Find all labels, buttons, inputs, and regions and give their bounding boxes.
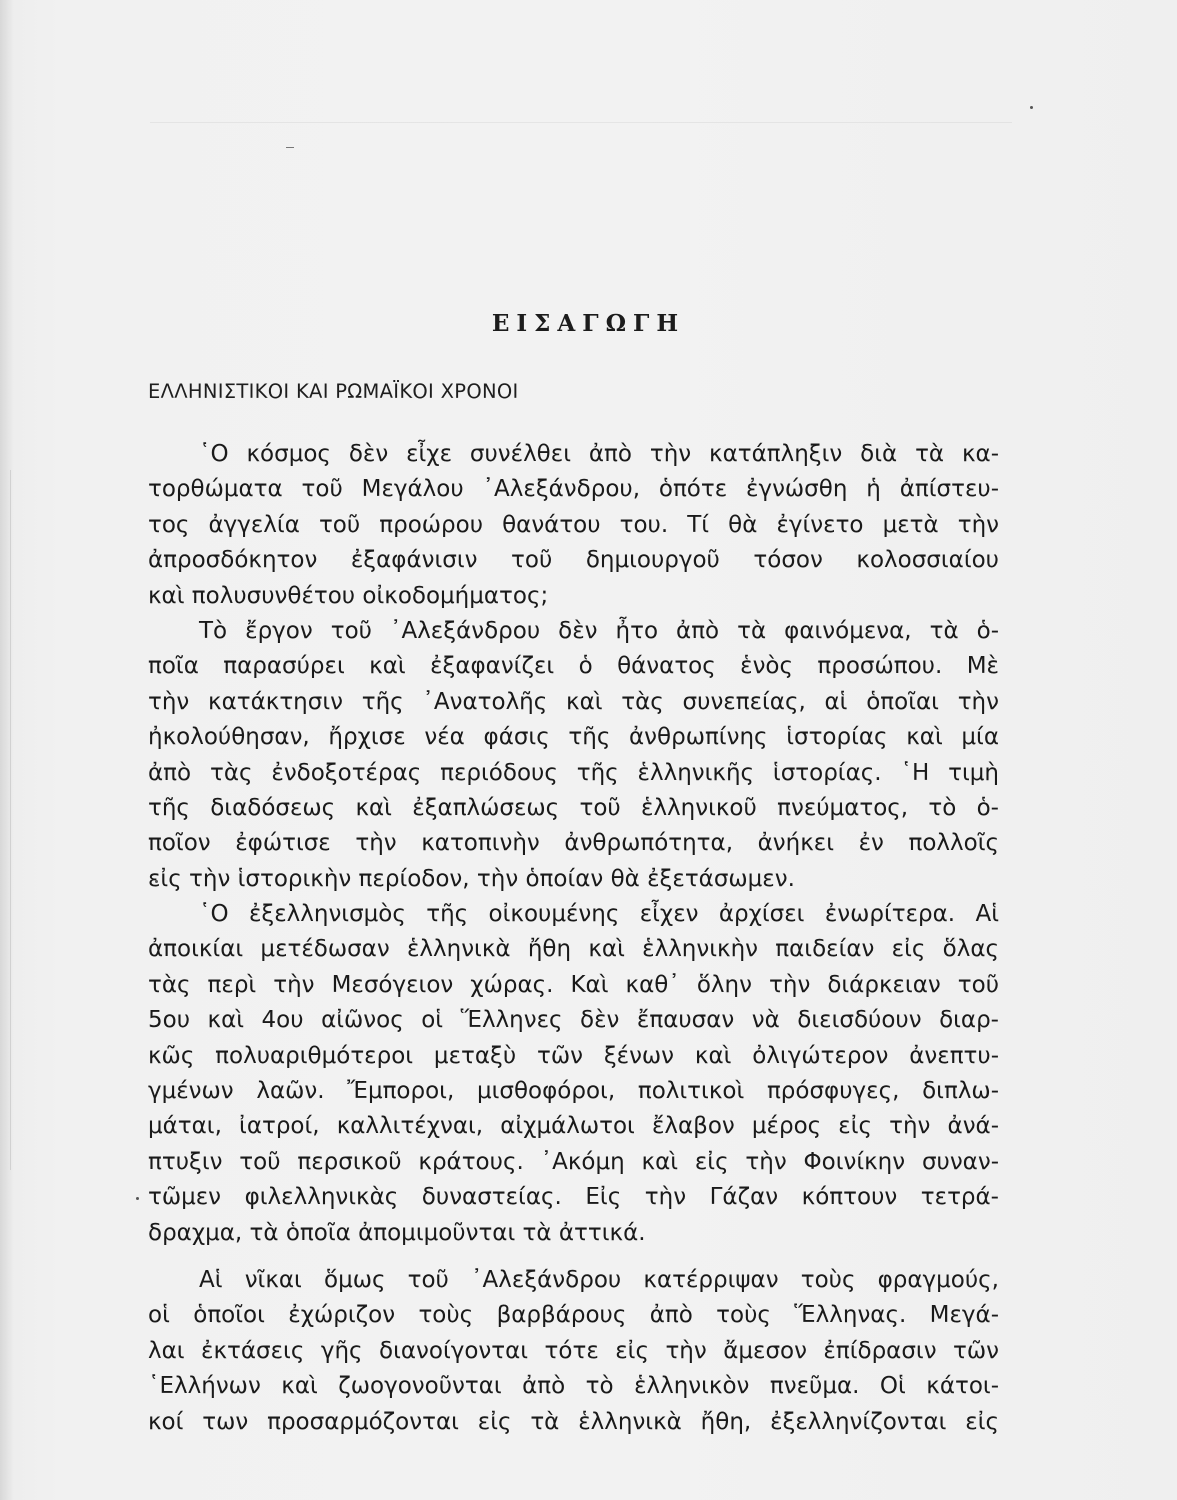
text-line: ποῖα παρασύρει καὶ ἐξαφανίζει ὁ θάνατος ἑνὸς προσώπου. Μὲ: [148, 653, 999, 680]
text-line: λαι ἐκτάσεις γῆς διανοίγονται τότε εἰς τὴν ἄμεσον ἐπίδρασιν τῶν: [148, 1337, 999, 1364]
stray-dot: [1030, 106, 1033, 109]
text-line: Αἱ νῖκαι ὅμως τοῦ ᾿Αλεξάνδρου κατέρριψαν τοὺς φραγμούς,: [199, 1266, 999, 1293]
text-line: τῶμεν φιλελληνικὰς δυναστείας. Εἰς τὴν Γάζαν κόπτουν τετρά-: [148, 1184, 999, 1211]
text-line: ἠκολούθησαν, ἤρχισε νέα φάσις τῆς ἀνθρωπίνης ἱστορίας καὶ μία: [148, 724, 999, 751]
text-line: ἀποικίαι μετέδωσαν ἑλληνικὰ ἤθη καὶ ἑλληνικὴν παιδείαν εἰς ὅλας: [148, 936, 999, 963]
text-line: ῾Ελλήνων καὶ ζωογονοῦνται ἀπὸ τὸ ἑλληνικὸν πνεῦμα. Οἱ κάτοι-: [148, 1373, 999, 1400]
paragraph-4: [148, 1263, 999, 1440]
section-subtitle: ΕΛΛΗΝΙΣΤΙΚΟΙ ΚΑΙ ΡΩΜΑΪΚΟΙ ΧΡΟΝΟΙ: [148, 380, 519, 403]
stray-dot: [136, 1197, 139, 1200]
text-line: Τὸ ἔργον τοῦ ᾿Αλεξάνδρου δὲν ἦτο ἀπὸ τὰ φαινόμενα, τὰ ὁ-: [199, 617, 999, 644]
text-line: ῾Ο κόσμος δὲν εἶχε συνέλθει ἀπὸ τὴν κατάπληξιν διὰ τὰ κα-: [199, 441, 999, 467]
text-line: ποῖον ἐφώτισε τὴν κατοπινὴν ἀνθρωπότητα, ἀνήκει ἐν πολλοῖς: [148, 830, 999, 857]
text-line: τῆς διαδόσεως καὶ ἐξαπλώσεως τοῦ ἑλληνικοῦ πνεύματος, τὸ ὁ-: [148, 794, 999, 821]
text-line: τὰς περὶ τὴν Μεσόγειον χώρας. Καὶ καθ᾿ ὅλην τὴν διάρκειαν τοῦ: [148, 971, 999, 998]
text-line: οἱ ὁποῖοι ἐχώριζον τοὺς βαρβάρους ἀπὸ τοὺς Ἕλληνας. Μεγά-: [148, 1302, 999, 1329]
text-line: τὴν κατάκτησιν τῆς ᾿Ανατολῆς καὶ τὰς συνεπείας, αἱ ὁποῖαι τὴν: [148, 688, 999, 715]
text-line: καὶ πολυσυνθέτου οἰκοδομήματος;: [148, 582, 549, 609]
paragraph-spacer: [148, 1251, 999, 1263]
text-line: ἀπροσδόκητον ἐξαφάνισιν τοῦ δημιουργοῦ τόσον κολοσσιαίου: [148, 547, 999, 574]
text-line: ἀπὸ τὰς ἐνδοξοτέρας περιόδους τῆς ἑλληνικῆς ἱστορίας. ῾Η τιμὴ: [148, 759, 999, 786]
text-line: πτυξιν τοῦ περσικοῦ κράτους. ᾿Ακόμη καὶ εἰς τὴν Φοινίκην συναν-: [148, 1148, 999, 1175]
page-title: ΕΙΣΑΓΩΓΗ: [491, 310, 686, 337]
bleed-through-rule: [150, 122, 1012, 123]
text-line: δραχμα, τὰ ὁποῖα ἀπομιμοῦνται τὰ ἀττικά.: [148, 1219, 646, 1246]
text-line: τος ἀγγελία τοῦ προώρου θανάτου του. Τί θὰ ἐγίνετο μετὰ τὴν: [148, 511, 999, 538]
text-line: γμένων λαῶν. Ἔμποροι, μισθοφόροι, πολιτικοὶ πρόσφυγες, διπλω-: [148, 1078, 999, 1105]
paragraph-3: [148, 897, 999, 1251]
text-line: ῾Ο ἐξελληνισμὸς τῆς οἰκουμένης εἶχεν ἀρχίσει ἐνωρίτερα. Αἱ: [199, 901, 999, 928]
text-line: 5ου καὶ 4ου αἰῶνος οἱ Ἕλληνες δὲν ἔπαυσαν νὰ διεισδύουν διαρ-: [148, 1007, 999, 1034]
paragraph-1: [148, 437, 999, 614]
stray-mark: [286, 147, 294, 148]
binding-shadow: [0, 470, 11, 1170]
body-text: [148, 437, 999, 1440]
text-line: κῶς πολυαριθμότεροι μεταξὺ τῶν ξένων καὶ ὀλιγώτερον ἀνεπτυ-: [148, 1042, 999, 1069]
paragraph-2: [148, 614, 999, 897]
text-line: μάται, ἰατροί, καλλιτέχναι, αἰχμάλωτοι ἔλαβον μέρος εἰς τὴν ἀνά-: [148, 1113, 999, 1140]
text-line: κοί των προσαρμόζονται εἰς τὰ ἑλληνικὰ ἤθη, ἐξελληνίζονται εἰς: [148, 1408, 999, 1435]
text-line: εἰς τὴν ἱστορικὴν περίοδον, τὴν ὁποίαν θὰ ἐξετάσωμεν.: [148, 865, 795, 892]
text-line: τορθώματα τοῦ Μεγάλου ᾿Αλεξάνδρου, ὁπότε ἐγνώσθη ἡ ἀπίστευ-: [148, 476, 999, 503]
